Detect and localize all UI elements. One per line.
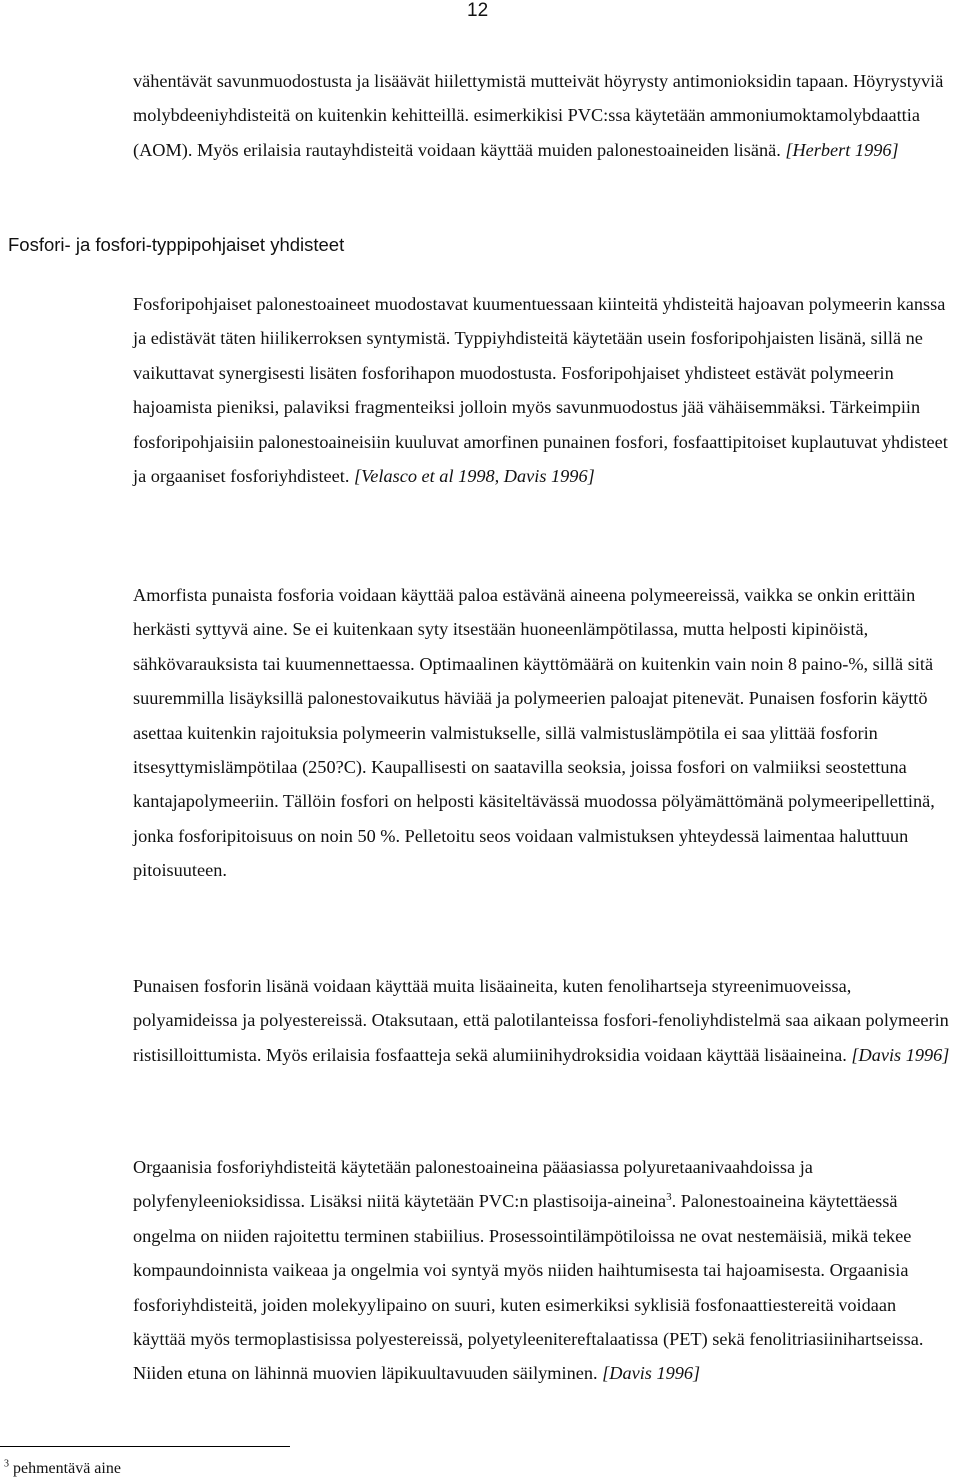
paragraph-text: vähentävät savunmuodostusta ja lisäävät hiilettymistä mutteivät höyrysty antimonioksidin tapaan. Höyrystyviä molybdeeniyhdisteitä on kuitenkin kehitteillä. esimerkikisi PVC:ssa käytetään ammoniumoktamolybdaattia (AOM). Myös erilaisia rautayhdisteitä voidaan käyttää muiden palonestoaineiden lisänä. (133, 71, 944, 160)
paragraph-text: . Palonestoaineina käytettäessä ongelma on niiden rajoitettu terminen stabiilius. Prosessointilämpötiloissa ne ovat nestemäisiä, mikä tekee kompaundoinnista vaikeaa ja ongelmia voi syntyä myös niiden haihtumisesta tai hajoamisesta. Orgaanisia fosforiyhdisteitä, joiden molekyylipaino on suuri, kuten esimerkiksi syklisiä fosfonaattiestereitä voidaan käyttää myös termoplastisissa polyestereissä, polyetyleenitereftalaatissa (PET) sekä fenolitriasiinihartseissa. Niiden etuna on lähinnä muovien läpikuultavuuden säilyminen. (133, 1191, 924, 1384)
paragraph-text: Amorfista punaista fosforia voidaan käyttää paloa estävänä aineena polymeereissä, vaikka se onkin erittäin herkästi syttyvä aine. Se ei kuitenkaan syty itsestään huoneenlämpötilassa, mutta helposti kipinöistä, sähkövarauksista tai kuumennettaessa. Optimaalinen käyttömäärä on kuitenkin vain noin 8 paino-%, sillä sitä suuremmilla lisäyksillä palonestovaikutus häviää ja polymeerien paloajat pitenevät. Punaisen fosforin käyttö asettaa kuitenkin rajoituksia polymeerin valmistukselle, sillä valmistuslämpötila ei saa ylittää fosforin itsesyttymislämpötilaa (250?C). Kaupallisesti on saatavilla seoksia, joissa fosfori on valmiiksi seostettuna kantajapolymeeriin. Tällöin fosfori on helposti käsiteltävässä muodossa pölyämättömänä polymeeripellettinä, jonka fosforipitoisuus on noin 50 %. Pelletoitu seos voidaan valmistuksen yhteydessä laimentaa haluttuun pitoisuuteen. (133, 585, 935, 881)
paragraph-additives (133, 969, 953, 1072)
paragraph-text: Orgaanisia fosforiyhdisteitä käytetään palonestoaineina pääasiassa polyuretaanivaahdoissa ja polyfenyleenioksidissa. Lisäksi niitä käytetään PVC:n plastisoija-aineina (133, 1157, 813, 1212)
paragraph-phosphorus-based (133, 287, 953, 493)
section-heading: Fosfori- ja fosfori-typpipohjaiset yhdisteet (8, 234, 345, 255)
page-number: 12 (467, 0, 489, 21)
paragraph-organic-phosphorus (133, 1150, 953, 1391)
citation: [Davis 1996] (851, 1044, 950, 1065)
paragraph-text: Fosforipohjaiset palonestoaineet muodostavat kuumentuessaan kiinteitä yhdisteitä hajoavan polymeerin kanssa ja edistävät täten hiilikerroksen syntymistä. Typpiyhdisteitä käytetään usein fosforipohjaisten lisänä, sillä ne vaikuttavat synergisesti lisäten fosforihapon muodostusta. Fosforipohjaiset yhdisteet estävät polymeerin hajoamista pieniksi, palaviksi fragmenteiksi jolloin myös savunmuodostus jää vähäisemmäksi. Tärkeimpiin fosforipohjaisiin palonestoaineisiin kuuluvat amorfinen punainen fosfori, fosfaattipitoiset kuplautuvat yhdisteet ja orgaaniset fosforiyhdisteet. (133, 294, 948, 487)
paragraph-red-phosphorus (133, 578, 953, 888)
footnote-marker: 3 (4, 1458, 9, 1470)
paragraph-text: Punaisen fosforin lisänä voidaan käyttää muita lisäaineita, kuten fenolihartseja styreenimuoveissa, polyamideissa ja polyestereissä. Otaksutaan, että palotilanteissa fosfori-fenoliyhdistelmä saa aikaan polymeerin ristisilloittumista. Myös erilaisia fosfaatteja sekä alumiinihydroksidia voidaan käyttää lisäaineina. (133, 976, 949, 1065)
footnote-text: pehmentävä aine (9, 1460, 121, 1477)
footnote (4, 1459, 121, 1479)
intro-paragraph (133, 64, 953, 167)
footnote-reference[interactable]: 3 (666, 1191, 672, 1204)
citation: [Davis 1996] (602, 1363, 701, 1384)
citation: [Velasco et al 1998, Davis 1996] (354, 466, 595, 487)
citation: [Herbert 1996] (785, 139, 899, 160)
footnote-divider (0, 1446, 290, 1447)
